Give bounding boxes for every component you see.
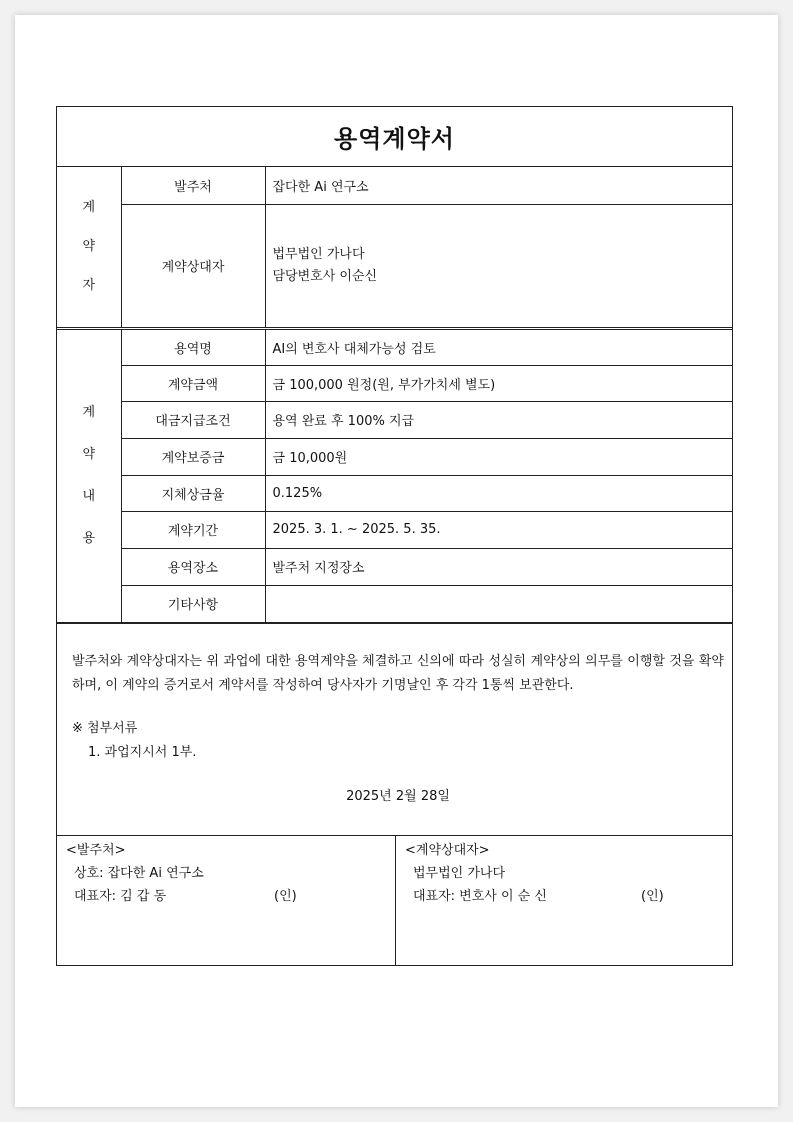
client-label: 발주처 (121, 167, 265, 204)
table-row (57, 167, 732, 204)
service-location-label: 용역장소 (121, 548, 265, 585)
agreement-paragraph: 발주처와 계약상대자는 위 과업에 대한 용역계약을 체결하고 신의에 따라 성실히 계약상의 의무를 이행할 것을 확약하며, 이 계약의 증거로서 계약서를 작성하여 당사자가 기명날인 후 각각 1통씩 보관한다. (72, 653, 724, 693)
payment-terms-value: 용역 완료 후 100% 지급 (265, 401, 732, 438)
contract-document (56, 106, 733, 966)
document-page (15, 15, 778, 1107)
delay-rate-label: 지체상금율 (121, 475, 265, 511)
deposit-label: 계약보증금 (121, 438, 265, 475)
contract-amount-label: 계약금액 (121, 365, 265, 401)
client-signature-block (57, 836, 395, 965)
other-matters-value (265, 585, 732, 622)
table-row (57, 548, 732, 585)
table-row (57, 204, 732, 328)
client-seal: (인) (274, 888, 297, 904)
table-row (57, 438, 732, 475)
contract-period-value: 2025. 3. 1. ~ 2025. 5. 35. (265, 511, 732, 548)
agreement-body (57, 623, 732, 835)
document-title: 용역계약서 (57, 107, 732, 167)
table-row (57, 511, 732, 548)
other-matters-label: 기타사항 (121, 585, 265, 622)
service-location-value: 발주처 지정장소 (265, 548, 732, 585)
attachment-item: 1. 과업지시서 1부. (88, 744, 197, 760)
counterparty-representative: 대표자: 변호사 이 순 신 (413, 888, 547, 904)
client-value: 잡다한 Ai 연구소 (265, 167, 732, 204)
deposit-value: 금 10,000원 (265, 438, 732, 475)
contract-table (57, 167, 732, 623)
counterparty-value: 법무법인 가나다 담당변호사 이순신 (265, 204, 732, 328)
delay-rate-value: 0.125% (265, 475, 732, 511)
signature-section (57, 835, 732, 965)
table-row (57, 475, 732, 511)
table-row (57, 328, 732, 365)
table-row (57, 365, 732, 401)
client-signature-heading: <발주처> (66, 842, 126, 858)
attachments-heading: ※ 첨부서류 (72, 720, 138, 736)
counterparty-seal: (인) (641, 888, 664, 904)
counterparty-company: 법무법인 가나다 (413, 865, 506, 881)
counterparty-signature-block (395, 836, 732, 965)
client-company: 상호: 잡다한 Ai 연구소 (74, 865, 204, 881)
counterparty-label: 계약상대자 (121, 204, 265, 328)
contractor-group-label: 계 약 자 (57, 167, 121, 328)
client-representative: 대표자: 김 갑 동 (74, 888, 167, 904)
contract-amount-value: 금 100,000 원정(원, 부가가치세 별도) (265, 365, 732, 401)
table-row (57, 401, 732, 438)
payment-terms-label: 대금지급조건 (121, 401, 265, 438)
counterparty-signature-heading: <계약상대자> (405, 842, 490, 858)
content-group-label: 계 약 내 용 (57, 328, 121, 622)
table-row (57, 585, 732, 622)
contract-date: 2025년 2월 28일 (346, 788, 450, 804)
service-name-label: 용역명 (121, 328, 265, 365)
contract-period-label: 계약기간 (121, 511, 265, 548)
service-name-value: AI의 변호사 대체가능성 검토 (265, 328, 732, 365)
